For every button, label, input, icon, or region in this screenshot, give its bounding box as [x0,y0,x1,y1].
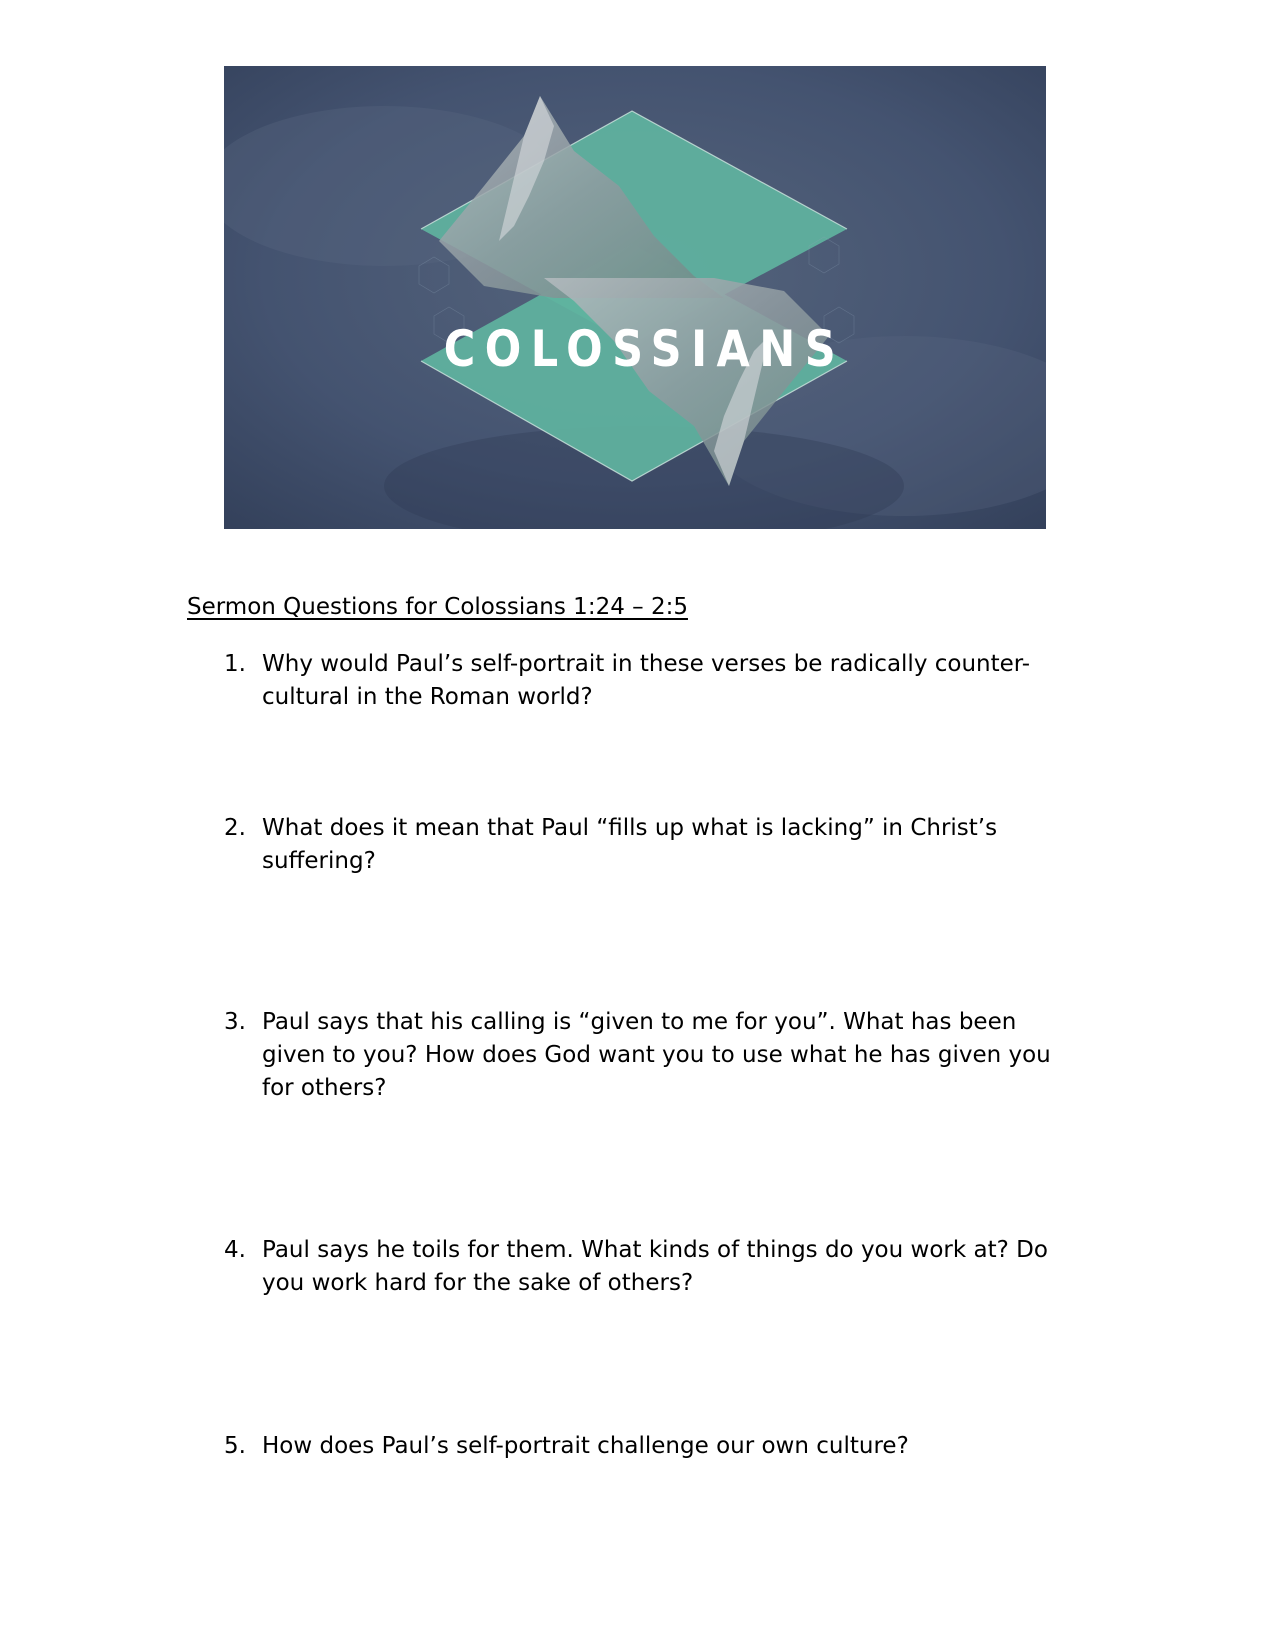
question-item [224,1234,1084,1300]
question-number: 5. [224,1433,246,1459]
question-number: 2. [224,815,246,841]
question-text: Paul says that his calling is “given to me for you”. What has been given to you? How does God want you to use what he has given you for others? [262,1009,1051,1101]
question-text: How does Paul’s self-portrait challenge our own culture? [262,1433,909,1459]
question-item [224,812,1084,878]
question-number: 4. [224,1237,246,1263]
question-number: 1. [224,651,246,677]
question-text: Why would Paul’s self-portrait in these verses be radically counter-cultural in the Roman world? [262,651,1031,710]
question-item [224,1006,1084,1105]
question-item [224,1430,1084,1463]
sermon-questions-heading: Sermon Questions for Colossians 1:24 – 2:5 [187,594,688,620]
question-text: What does it mean that Paul “fills up what is lacking” in Christ’s suffering? [262,815,998,874]
colossians-banner-image [224,66,1046,529]
question-number: 3. [224,1009,246,1035]
banner-artwork [224,66,1046,529]
banner-title: COLOSSIANS [443,320,846,378]
question-text: Paul says he toils for them. What kinds of things do you work at? Do you work hard for the sake of others? [262,1237,1048,1296]
question-item [224,648,1084,714]
